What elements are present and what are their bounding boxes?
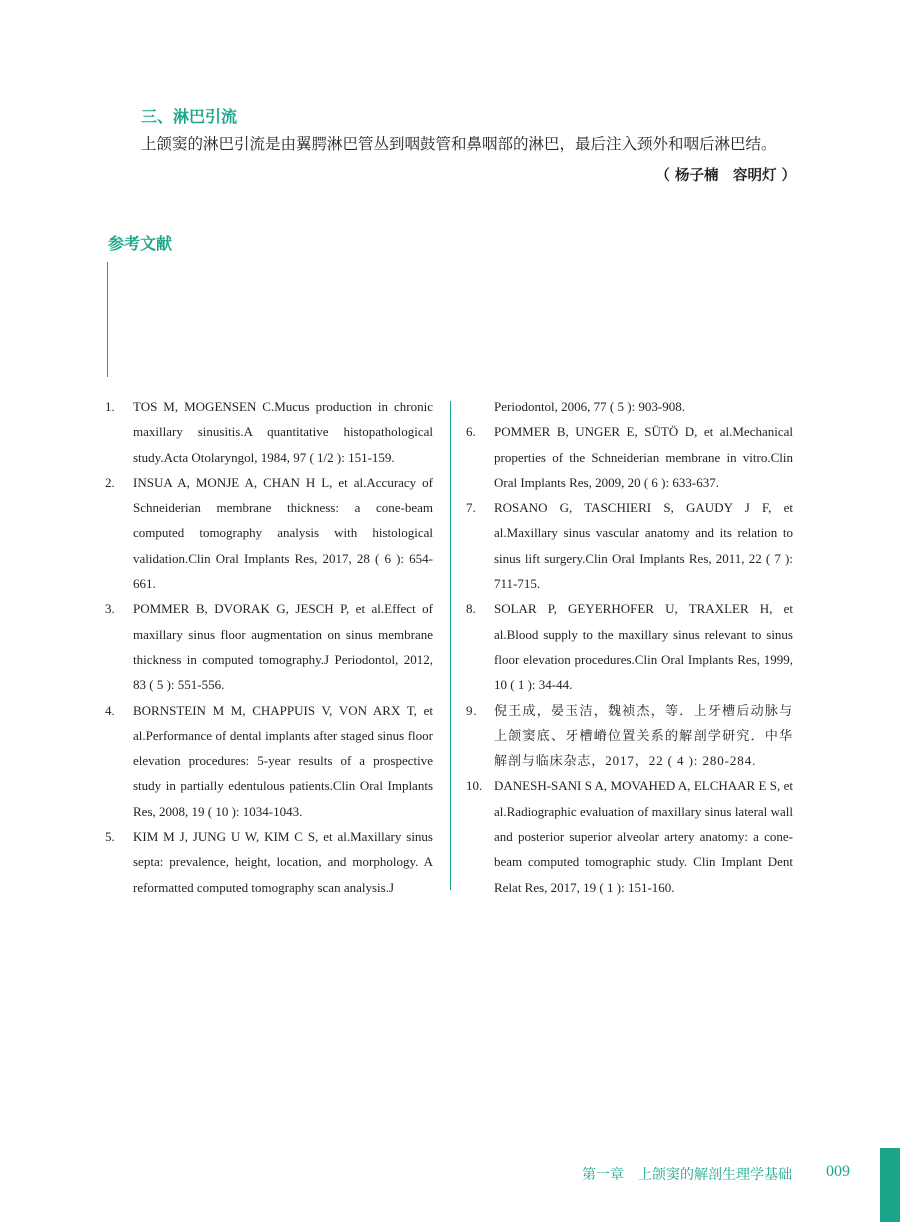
chapter-title: 第一章 上颌窦的解剖生理学基础 bbox=[582, 1167, 792, 1183]
reference-item bbox=[105, 596, 433, 697]
margin-rule bbox=[107, 262, 108, 377]
section-heading: 三、淋巴引流 bbox=[141, 107, 238, 126]
reference-text: BORNSTEIN M M, CHAPPUIS V, VON ARX T, et al.Performance of dental implants after staged sinus floor elevation procedures: 5-year results of a prospective study in partially edentulous patients.Clin Oral Implants Res, 2008, 19 ( 10 ): 1034-1043. bbox=[133, 702, 433, 819]
reference-text: SOLAR P, GEYERHOFER U, TRAXLER H, et al.Blood supply to the maxillary sinus relevant to sinus floor elevation procedures.Clin Oral Implants Res, 1999, 10 ( 1 ): 34-44. bbox=[494, 601, 793, 693]
reference-item bbox=[466, 419, 793, 495]
reference-item bbox=[466, 495, 793, 596]
references-right-column bbox=[466, 394, 793, 900]
reference-text: ROSANO G, TASCHIERI S, GAUDY J F, et al.Maxillary sinus vascular anatomy and its relation to sinus lift surgery.Clin Oral Implants Res, 2011, 22 ( 7 ): 711-715. bbox=[494, 500, 793, 592]
reference-number: 3. bbox=[105, 601, 115, 617]
reference-item bbox=[105, 824, 433, 900]
reference-number: 2. bbox=[105, 474, 115, 490]
reference-number: 7. bbox=[466, 500, 476, 516]
reference-item bbox=[466, 698, 793, 774]
page-number: 009 bbox=[826, 1163, 850, 1180]
references-left-column bbox=[105, 394, 433, 900]
reference-text: POMMER B, UNGER E, SÜTÖ D, et al.Mechanical properties of the Schneiderian membrane in vitro.Clin Oral Implants Res, 2009, 20 ( 6 ): 633-637. bbox=[494, 424, 793, 490]
reference-text: KIM M J, JUNG U W, KIM C S, et al.Maxillary sinus septa: prevalence, height, location, and morphology. A reformatted computed tomography scan analysis.J bbox=[133, 829, 433, 895]
column-divider bbox=[450, 401, 451, 890]
section-authors: （ 杨子楠 容明灯 ） bbox=[655, 168, 796, 184]
reference-item bbox=[105, 394, 433, 470]
reference-text: DANESH-SANI S A, MOVAHED A, ELCHAAR E S, et al.Radiographic evaluation of maxillary sinus lateral wall and posterior superior alveolar artery anatomy: a cone-beam computed tomographic study. Clin Implant Dent Relat Res, 2017, 19 ( 1 ): 151-160. bbox=[494, 778, 793, 895]
section-paragraph: 上颌窦的淋巴引流是由翼腭淋巴管丛到咽鼓管和鼻咽部的淋巴，最后注入颈外和咽后淋巴结。 bbox=[141, 135, 777, 153]
reference-number: 1. bbox=[105, 399, 115, 414]
reference-item bbox=[105, 470, 433, 596]
reference-number: 4. bbox=[105, 702, 115, 718]
reference-number: 5. bbox=[105, 829, 115, 845]
reference-number: 6. bbox=[466, 424, 476, 440]
reference-number: 8. bbox=[466, 601, 476, 617]
reference-text: POMMER B, DVORAK G, JESCH P, et al.Effect of maxillary sinus floor augmentation on sinus membrane thickness in computed tomography.J Periodontol, 2012, 83 ( 5 ): 551-556. bbox=[133, 601, 433, 693]
reference-text: INSUA A, MONJE A, CHAN H L, et al.Accuracy of Schneiderian membrane thickness: a cone-beam computed tomography analysis with histological validation.Clin Oral Implants Res, 2017, 28 ( 6 ): 654-661. bbox=[133, 474, 433, 592]
reference-text: TOS M, MOGENSEN C.Mucus production in chronic maxillary sinusitis.A quantitative histopathological study.Acta Otolaryngol, 1984, 97 ( 1/2 ): 151-159. bbox=[133, 399, 433, 465]
chapter-tab-marker bbox=[880, 1148, 900, 1222]
reference-item bbox=[466, 596, 793, 697]
reference-number: 9. bbox=[466, 702, 478, 718]
reference-item bbox=[466, 773, 793, 899]
reference-item bbox=[105, 698, 433, 824]
references-heading: 参考文献 bbox=[108, 234, 173, 253]
reference-number: 10. bbox=[466, 778, 483, 794]
reference-continuation: Periodontol, 2006, 77 ( 5 ): 903-908. bbox=[494, 399, 686, 414]
reference-text: 倪王成，晏玉洁，魏祯杰，等．上牙槽后动脉与上颌窦底、牙槽嵴位置关系的解剖学研究．中华解剖与临床杂志，2017，22 ( 4 ): 280-284. bbox=[494, 702, 793, 769]
